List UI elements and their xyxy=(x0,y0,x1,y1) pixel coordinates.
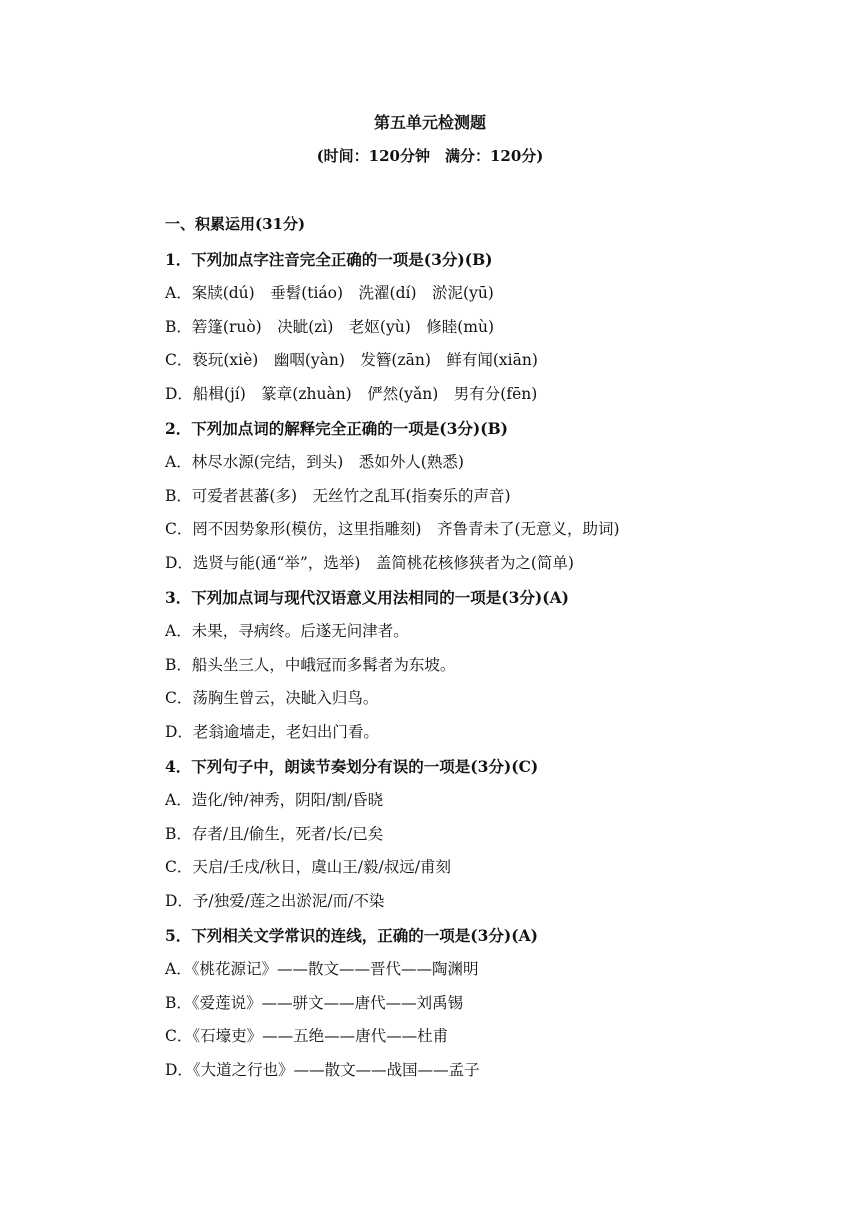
question-stem: 4．下列句子中，朗读节奏划分有误的一项是(3分)(C) xyxy=(165,756,539,776)
question-option: C．罔不因势象形(模仿，这里指雕刻) 齐鲁青未了(无意义，助词) xyxy=(165,520,620,539)
question-list xyxy=(165,243,725,1088)
question-option: B．船头坐三人，中峨冠而多髯者为东坡。 xyxy=(165,655,456,674)
page-subtitle: (时间：120分钟 满分：120分) xyxy=(316,147,544,165)
question-option: A．案牍(dú) 垂髫(tiáo) 洗濯(dí) 淤泥(yū) xyxy=(165,283,494,302)
question-option: B．存者/且/偷生，死者/长/已矣 xyxy=(165,824,384,843)
question-stem: 5．下列相关文学常识的连线，正确的一项是(3分)(A) xyxy=(165,925,538,945)
question-option: A．未果，寻病终。后遂无问津者。 xyxy=(165,621,409,640)
question-option: B．《爱莲说》——骈文——唐代——刘禹锡 xyxy=(165,993,464,1012)
question-option: A．林尽水源(完结，到头) 悉如外人(熟悉) xyxy=(165,452,464,471)
question-option: C．《石壕吏》——五绝——唐代——杜甫 xyxy=(165,1027,449,1046)
question-option: D．予/独爱/莲之出淤泥/而/不染 xyxy=(165,892,385,911)
question-option: D．老翁逾墙走，老妇出门看。 xyxy=(165,723,379,742)
question-stem: 2．下列加点词的解释完全正确的一项是(3分)(B) xyxy=(165,418,509,438)
question-option: C．荡胸生曾云，决眦入归鸟。 xyxy=(165,689,379,708)
question-option: C．亵玩(xiè) 幽咽(yàn) 发簪(zān) 鲜有闻(xiān) xyxy=(165,351,538,370)
question-option: A．《桃花源记》——散文——晋代——陶渊明 xyxy=(165,959,479,978)
question-option: A．造化/钟/神秀，阴阳/割/昏晓 xyxy=(165,790,384,809)
page-title: 第五单元检测题 xyxy=(373,113,486,132)
question-stem: 1．下列加点字注音完全正确的一项是(3分)(B) xyxy=(165,250,493,269)
question-stem: 3．下列加点词与现代汉语意义用法相同的一项是(3分)(A) xyxy=(165,587,569,607)
question-option: B．可爱者甚蕃(多) 无丝竹之乱耳(指奏乐的声音) xyxy=(165,486,511,505)
question-option: D．《大道之行也》——散文——战国——孟子 xyxy=(165,1061,480,1080)
question-option: C．天启/壬戌/秋日，虞山王/毅/叔远/甫刻 xyxy=(165,858,451,877)
section-heading: 一、积累运用(31分) xyxy=(165,215,306,233)
question-option: B．箬篷(ruò) 决眦(zì) 老妪(yù) 修睦(mù) xyxy=(165,317,495,336)
question-option: D．选贤与能(通“举”，选举) 盖简桃花核修狭者为之(简单) xyxy=(165,554,574,573)
question-option: D．船楫(jí) 篆章(zhuàn) 俨然(yǎn) 男有分(fēn) xyxy=(165,385,538,404)
